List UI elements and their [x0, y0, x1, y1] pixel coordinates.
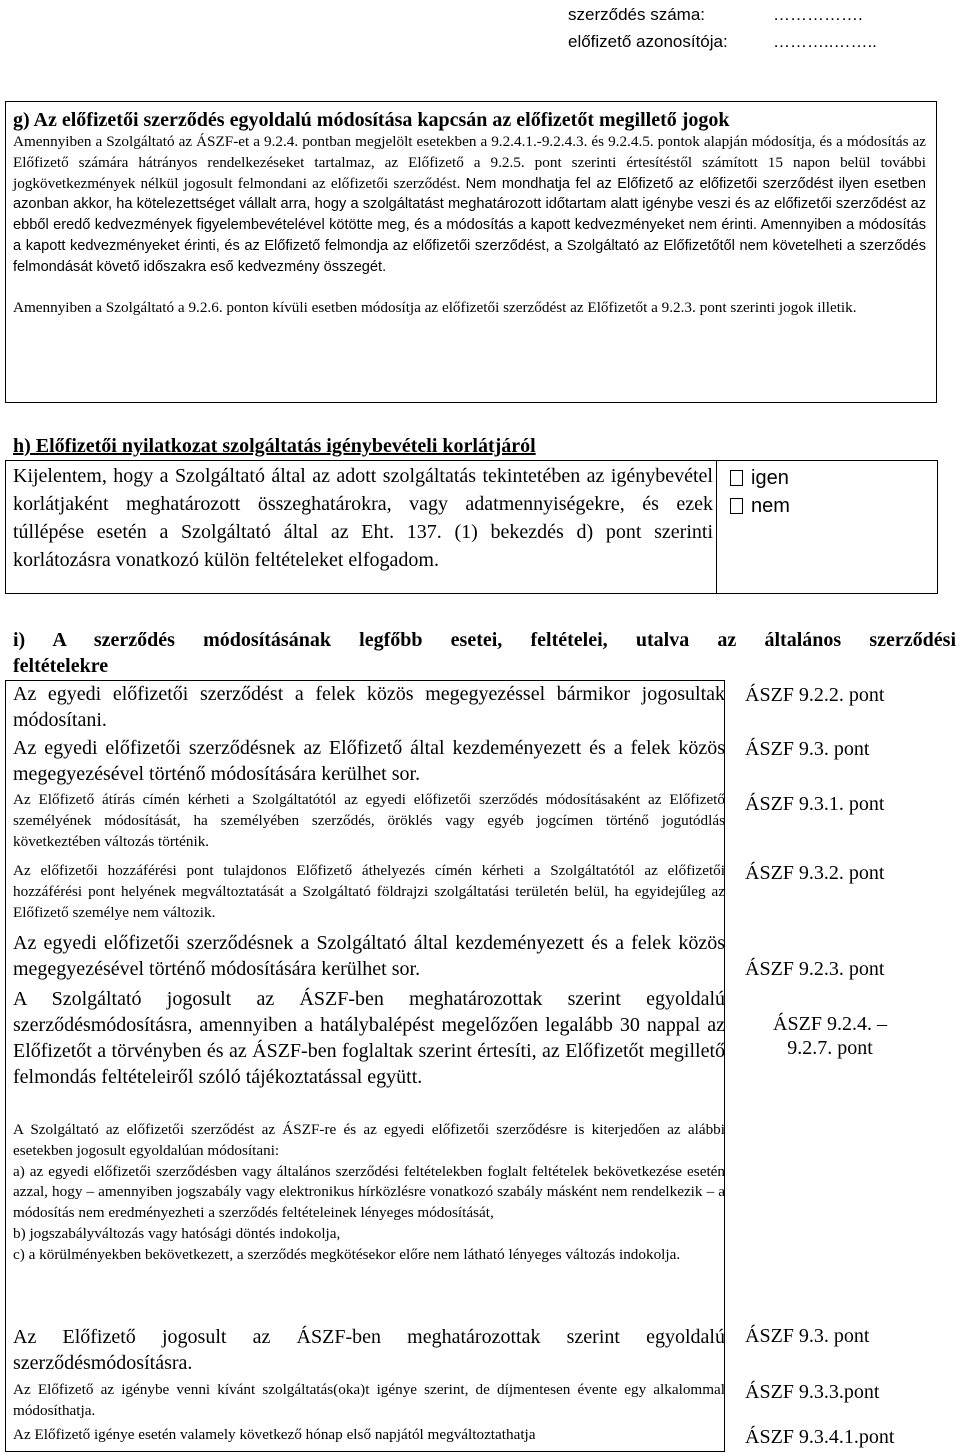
section-g-paragraph-2: Amennyiben a Szolgáltató a 9.2.6. ponton kívüli esetben módosítja az előfizetői szerződést az Előfizetőt a 9.2.3. pont szerinti jogok illetik. [13, 298, 857, 316]
row-text: Az egyedi előfizetői szerződésnek az Előfizető által kezdeményezett és a felek közös megegyezésével történő módosítására kerülhet sor. [13, 737, 725, 785]
row-text: Az Előfizető jogosult az ÁSZF-ben meghatározottak szerint egyoldalú szerződésmódosításra. [13, 1326, 725, 1374]
section-h-statement: Kijelentem, hogy a Szolgáltató által az adott szolgáltatás tekintetében az igénybevétel korlátjaként meghatározott összeghatárokra, vagy adatmennyiségekre, és ezek túllépése esetén a Szolgáltató által az Eht. 137. (1) bekezdés d) pont szerinti korlátozásra vonatkozó külön feltételeket elfogadom. [13, 465, 713, 571]
row-item-a: a) az egyedi előfizetői szerződésben vagy általános szerződési feltételekben foglalt feltételek bekövetkezése esetén azzal, hogy – amennyiben jogszabály vagy elektronikus hírközlésre vonatkozó szabály másként nem rendelkezik – a módosítás nem eredményezheti a szerződés feltételeinek lényeges módosítását, [13, 1162, 725, 1222]
row-text: Az Előfizető átírás címén kérheti a Szolgáltatótól az egyedi előfizetői szerződés módosításaként az Előfizető személyének módosítását, ha személyében szerződés, öröklés vagy egyéb jogcímen történő jogutódlás következtében változás történik. [13, 791, 725, 850]
contract-number-value: ……………. [773, 5, 863, 24]
row-text [13, 1120, 725, 1266]
row-text: Az egyedi előfizetői szerződést a felek közös megegyezéssel bármikor jogosultak módosítani. [13, 683, 725, 731]
row-reference: ÁSZF 9.3.3.pont [745, 1381, 880, 1403]
checkbox-icon[interactable] [730, 498, 743, 514]
section-g-title: g) Az előfizetői szerződés egyoldalú módosítása kapcsán az előfizetőt megillető jogok [13, 109, 730, 131]
row-reference-line-1: ÁSZF 9.2.4. – [773, 1013, 887, 1035]
option-no[interactable] [730, 494, 790, 518]
section-g-paragraph-1-cont: Nem mondhatja fel az Előfizető az előfizetői szerződést ilyen esetben azonban akkor, ha kötelezettséget vállalt arra, hogy a szolgáltatást meghatározott időtartam alatt igénybe veszi és az előfizetői szerződést az ebből eredő kedvezmények figyelembevételével kötötte meg, és a módosítás a kapott kedvezményeket nem érinti. Amennyiben a módosítás a kapott kedvezményeket érinti, és az Előfizető felmondja az előfizetői szerződést, a Szolgáltató az Előfizetőtől nem követelheti a szerződés felmondását követő időszakra eső kedvezmény összegét. [13, 175, 926, 275]
section-g-paragraph-1: Amennyiben a Szolgáltató az ÁSZF-et a 9.2.4. pontban megjelölt esetekben a 9.2.4.1.-9.2.4.3. és 9.2.4.5. pontok alapján módosítja, és a módosítás az Előfizető számára hátrányos rendelkezéseket tartalmaz, az Előfizető a 9.2.5. pont szerinti értesítéstől számított 15 napon belül további jogkövetkezmények nélkül jogosult felmondani az előfizetői szerződést. [13, 133, 926, 192]
row-reference [745, 1012, 915, 1060]
row-reference: ÁSZF 9.3. pont [745, 738, 870, 760]
row-text: Az előfizetői hozzáférési pont tulajdonos Előfizető áthelyezés címén kérheti a Szolgáltatótól az előfizetői hozzáférési pont helyének megváltoztatását a Szolgáltató földrajzi szolgáltatási területén belül, ha egyidejűleg az Előfizető személye nem változik. [13, 862, 725, 921]
contract-number-line [568, 4, 863, 26]
row-item-c: c) a körülményekben bekövetkezett, a szerződés megkötésekor előre nem látható lényeges változás indokolja. [13, 1245, 681, 1263]
row-reference: ÁSZF 9.2.3. pont [745, 958, 885, 980]
option-no-label: nem [751, 495, 790, 517]
row-reference-line-2: 9.2.7. pont [787, 1037, 873, 1059]
row-reference: ÁSZF 9.3.4.1.pont [745, 1426, 895, 1448]
row-intro: A Szolgáltató az előfizetői szerződést az ÁSZF-re és az egyedi előfizetői szerződésre is kiterjedően az alábbi esetekben jogosult egyoldalúan módosítani: [13, 1121, 725, 1159]
row-reference: ÁSZF 9.3.1. pont [745, 793, 885, 815]
section-g-body [13, 132, 926, 318]
subscriber-id-label: előfizető azonosítója: [568, 32, 728, 51]
section-i-title: i) A szerződés módosításának legfőbb esetei, feltételei, utalva az általános szerződési [13, 629, 956, 651]
option-yes-label: igen [751, 467, 789, 489]
row-item-b: b) jogszabályváltozás vagy hatósági döntés indokolja, [13, 1224, 341, 1242]
row-reference: ÁSZF 9.3. pont [745, 1325, 870, 1347]
option-yes[interactable] [730, 466, 789, 490]
checkbox-icon[interactable] [730, 470, 743, 486]
contract-number-label: szerződés száma: [568, 5, 705, 24]
section-i-title-cont: feltételekre [13, 655, 109, 677]
row-reference: ÁSZF 9.2.2. pont [745, 684, 885, 706]
row-reference: ÁSZF 9.3.2. pont [745, 862, 885, 884]
row-text: Az Előfizető igénye esetén valamely következő hónap első napjától megváltoztathatja [13, 1426, 536, 1443]
row-text: Az egyedi előfizetői szerződésnek a Szolgáltató által kezdeményezett és a felek közös megegyezésével történő módosítására kerülhet sor. [13, 932, 725, 980]
row-text: Az Előfizető az igénybe venni kívánt szolgáltatás(oka)t igénye szerint, de díjmentesen évente egy alkalommal módosíthatja. [13, 1381, 725, 1419]
row-text: A Szolgáltató jogosult az ÁSZF-ben meghatározottak szerint egyoldalú szerződésmódosításra, amennyiben a hatálybalépést megelőzően legalább 30 nappal az Előfizetőt a törvényben és az ÁSZF-ben foglaltak szerint értesíti, az Előfizetőt megillető felmondás feltételeiről szóló tájékoztatással együtt. [13, 988, 725, 1088]
subscriber-id-value: ………..…….. [773, 32, 877, 51]
section-h-title: h) Előfizetői nyilatkozat szolgáltatás igénybevételi korlátjáról [13, 435, 536, 457]
subscriber-id-line [568, 31, 877, 53]
